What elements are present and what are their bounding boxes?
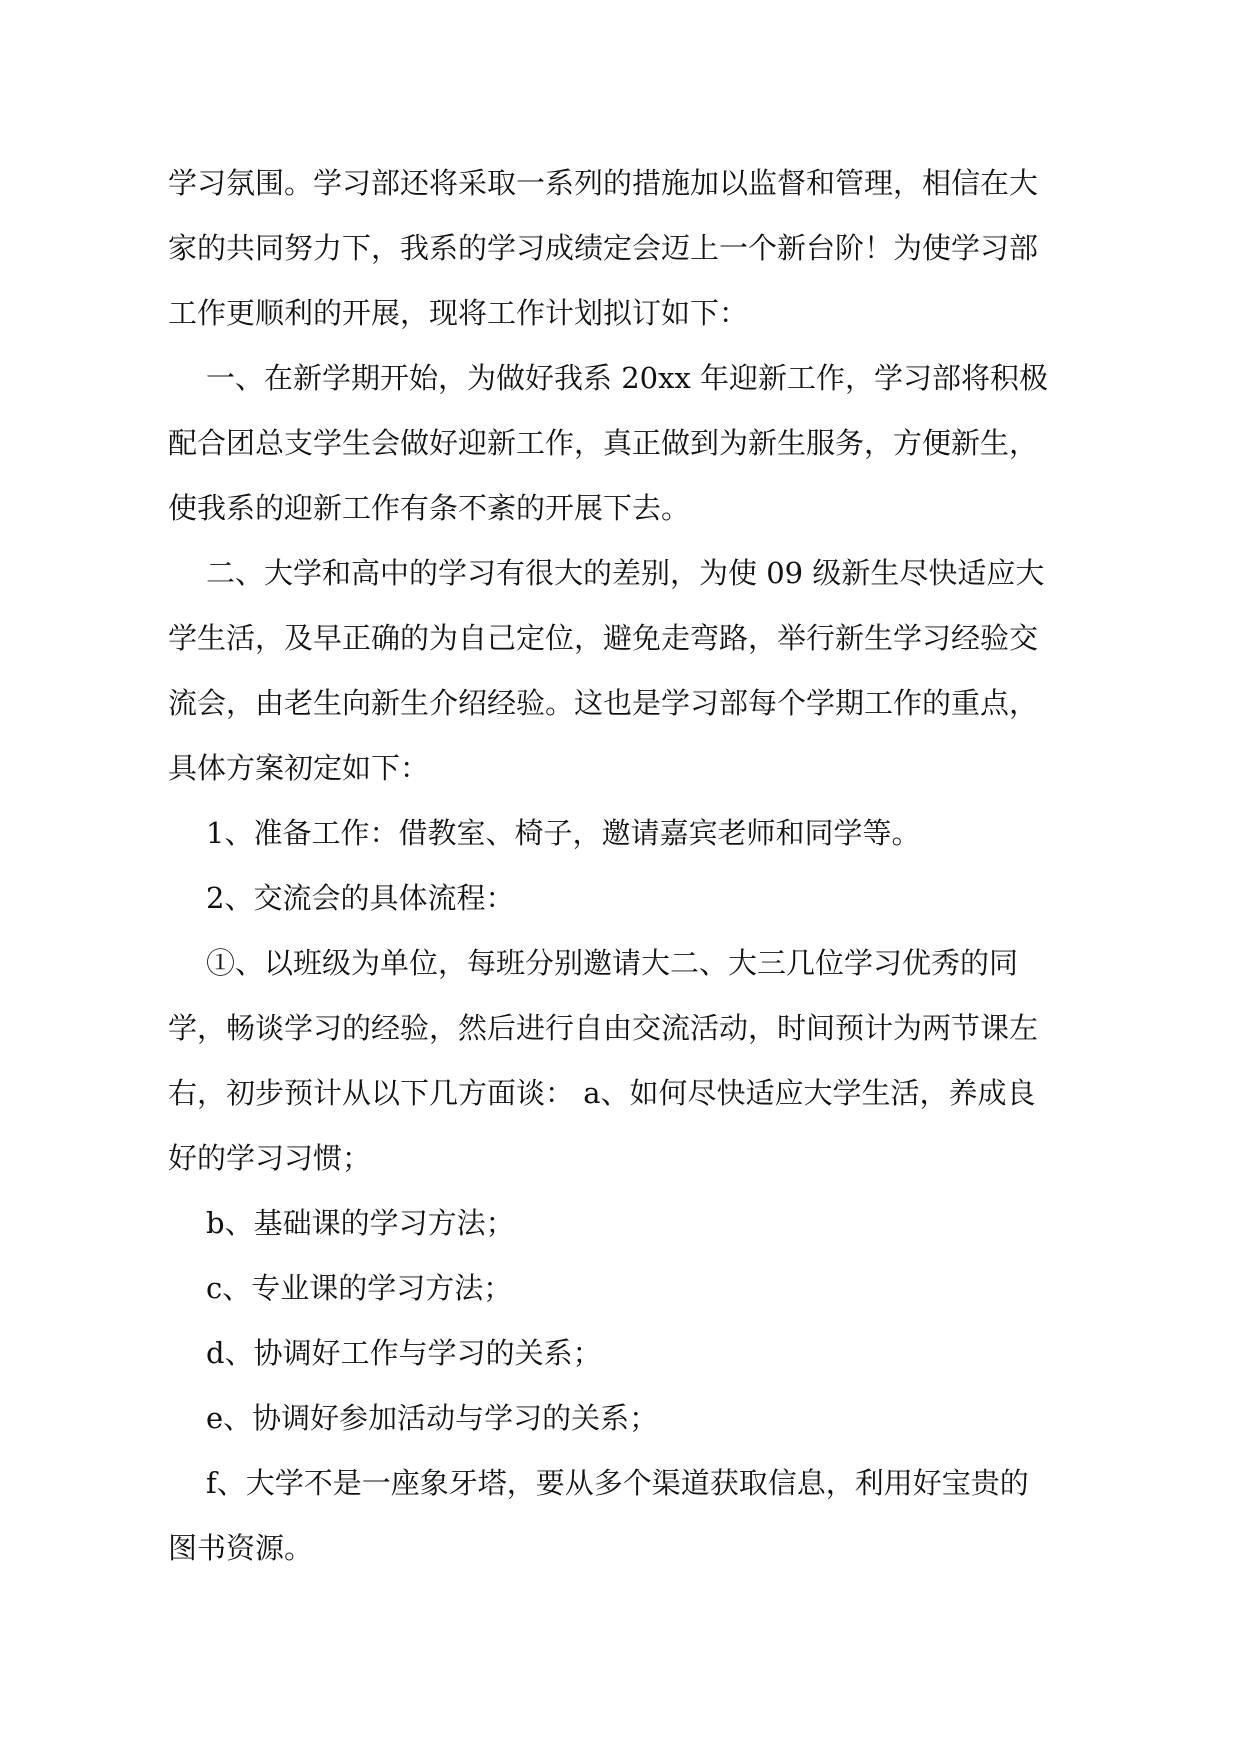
text-line: 配合团总支学生会做好迎新工作，真正做到为新生服务，方便新生， bbox=[168, 426, 1039, 460]
text-line: 二、大学和高中的学习有很大的差别，为使 09 级新生尽快适应大 bbox=[206, 556, 1045, 590]
text-line: f、大学不是一座象牙塔，要从多个渠道获取信息，利用好宝贵的 bbox=[206, 1466, 1029, 1500]
text-line: 右，初步预计从以下几方面谈： a、如何尽快适应大学生活，养成良 bbox=[168, 1076, 1036, 1110]
text-line: 一、在新学期开始，为做好我系 20xx 年迎新工作，学习部将积极 bbox=[206, 361, 1049, 395]
text-line: e、协调好参加活动与学习的关系； bbox=[206, 1401, 659, 1435]
text-line: c、专业课的学习方法； bbox=[206, 1271, 513, 1305]
text-line: d、协调好工作与学习的关系； bbox=[206, 1336, 602, 1370]
text-line: 1、准备工作：借教室、椅子，邀请嘉宾老师和同学等。 bbox=[206, 816, 921, 850]
text-line: 具体方案初定如下： bbox=[168, 751, 430, 785]
text-line: ①、以班级为单位，每班分别邀请大二、大三几位学习优秀的同 bbox=[206, 946, 1019, 980]
text-line: 学习氛围。学习部还将采取一系列的措施加以监督和管理，相信在大 bbox=[168, 166, 1039, 200]
text-line: 学生活，及早正确的为自己定位，避免走弯路，举行新生学习经验交 bbox=[168, 621, 1039, 655]
text-line: 图书资源。 bbox=[168, 1531, 314, 1565]
text-line: 工作更顺利的开展，现将工作计划拟订如下： bbox=[168, 296, 749, 330]
text-line: 使我系的迎新工作有条不紊的开展下去。 bbox=[168, 491, 691, 525]
text-line: 家的共同努力下，我系的学习成绩定会迈上一个新台阶！为使学习部 bbox=[168, 231, 1039, 265]
text-line: 好的学习习惯； bbox=[168, 1141, 372, 1175]
text-line: 学，畅谈学习的经验，然后进行自由交流活动，时间预计为两节课左 bbox=[168, 1011, 1039, 1045]
text-line: 流会，由老生向新生介绍经验。这也是学习部每个学期工作的重点， bbox=[168, 686, 1039, 720]
text-line: 2、交流会的具体流程： bbox=[206, 881, 515, 915]
text-line: b、基础课的学习方法； bbox=[206, 1206, 515, 1240]
